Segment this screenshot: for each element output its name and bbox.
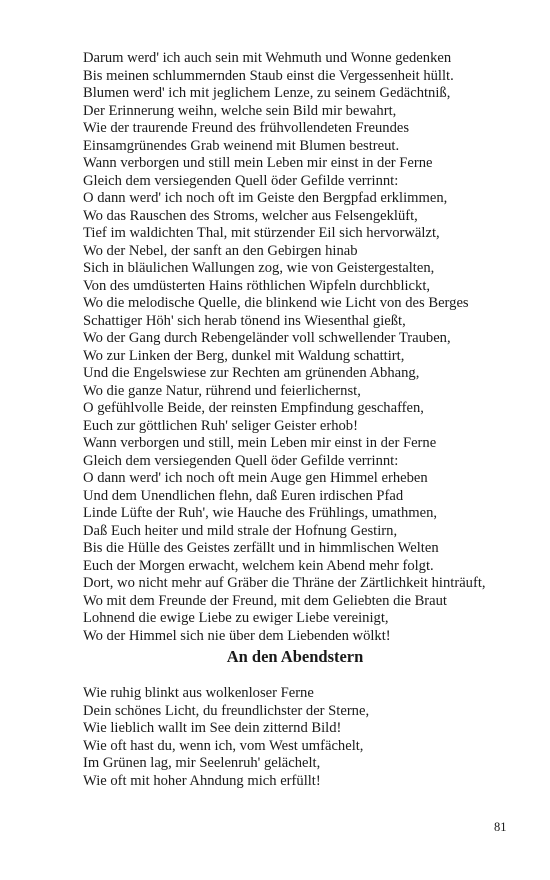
- verse-line: O dann werd' ich noch oft im Geiste den Bergpfad erklimmen,: [83, 190, 448, 206]
- verse-line: Darum werd' ich auch sein mit Wehmuth und Wonne gedenken: [83, 50, 452, 66]
- verse-line: Gleich dem versiegenden Quell öder Gefilde verrinnt:: [83, 172, 399, 189]
- verse-line: Wie lieblich wallt im See dein zitternd Bild!: [83, 720, 342, 736]
- verse-line: Linde Lüfte der Ruh', wie Hauche des Frühlings, umathmen,: [83, 505, 438, 521]
- verse-line: O dann werd' ich noch oft mein Auge gen Himmel erheben: [83, 470, 428, 486]
- verse-line: Dort, wo nicht mehr auf Gräber die Thräne der Zärtlichkeit hinträuft,: [83, 575, 486, 591]
- verse-line: Sich in bläulichen Wallungen zog, wie von Geistergestalten,: [83, 260, 435, 276]
- verse-line: Einsamgrünendes Grab weinend mit Blumen bestreut.: [83, 137, 400, 154]
- verse-line: Wo mit dem Freunde der Freund, mit dem Geliebten die Braut: [83, 592, 447, 609]
- verse-line: Bis die Hülle des Geistes zerfällt und in himmlischen Welten: [83, 540, 439, 556]
- verse-line: Daß Euch heiter und mild strale der Hofnung Gestirn,: [83, 522, 398, 539]
- poem-continuation: [83, 50, 523, 645]
- verse-line: Wie oft hast du, wenn ich, vom West umfächelt,: [83, 737, 364, 754]
- verse-line: Wo das Rauschen des Stroms, welcher aus Felsengeklüft,: [83, 207, 418, 224]
- poem-title: An den Abendstern: [226, 647, 364, 666]
- verse-line: Und dem Unendlichen flehn, daß Euren irdischen Pfad: [83, 487, 404, 504]
- poem-stanza: [83, 685, 523, 790]
- verse-line: Tief im waldichten Thal, mit stürzender Eil sich hervorwälzt,: [83, 225, 440, 241]
- verse-line: Wo die ganze Natur, rührend und feierlichernst,: [83, 382, 361, 399]
- verse-line: Wo zur Linken der Berg, dunkel mit Waldung schattirt,: [83, 347, 405, 364]
- verse-line: Bis meinen schlummernden Staub einst die Vergessenheit hüllt.: [83, 67, 454, 84]
- verse-line: Wie oft mit hoher Ahndung mich erfüllt!: [83, 772, 321, 789]
- verse-line: Wo die melodische Quelle, die blinkend wie Licht von des Berges: [83, 295, 469, 311]
- verse-line: Euch zur göttlichen Ruh' seliger Geister erhob!: [83, 417, 358, 434]
- verse-line: O gefühlvolle Beide, der reinsten Empfindung geschaffen,: [83, 400, 424, 416]
- verse-line: Wann verborgen und still mein Leben mir einst in der Ferne: [83, 155, 433, 171]
- verse-line: Wie ruhig blinkt aus wolkenloser Ferne: [83, 685, 314, 701]
- verse-line: Wo der Gang durch Rebengeländer voll schwellender Trauben,: [83, 330, 451, 346]
- verse-line: Im Grünen lag, mir Seelenruh' gelächelt,: [83, 755, 321, 771]
- verse-line: Von des umdüsterten Hains röthlichen Wipfeln durchblickt,: [83, 277, 431, 294]
- verse-line: Blumen werd' ich mit jeglichem Lenze, zu seinem Gedächtniß,: [83, 85, 451, 101]
- verse-line: Gleich dem versiegenden Quell öder Gefilde verrinnt:: [83, 452, 399, 469]
- page-number: 81: [494, 820, 507, 834]
- verse-line: Lohnend die ewige Liebe zu ewiger Liebe vereinigt,: [83, 610, 389, 626]
- verse-line: Und die Engelswiese zur Rechten am grünenden Abhang,: [83, 365, 420, 381]
- verse-line: Wo der Himmel sich nie über dem Liebenden wölkt!: [83, 627, 391, 644]
- verse-line: Dein schönes Licht, du freundlichster der Sterne,: [83, 702, 370, 719]
- verse-line: Wann verborgen und still, mein Leben mir einst in der Ferne: [83, 435, 437, 451]
- verse-line: Schattiger Höh' sich herab tönend ins Wiesenthal gießt,: [83, 312, 406, 329]
- verse-line: Euch der Morgen erwacht, welchem kein Abend mehr folgt.: [83, 557, 434, 574]
- verse-line: Wo der Nebel, der sanft an den Gebirgen hinab: [83, 242, 358, 259]
- verse-line: Wie der traurende Freund des frühvollendeten Freundes: [83, 120, 410, 136]
- verse-line: Der Erinnerung weihn, welche sein Bild mir bewahrt,: [83, 102, 397, 119]
